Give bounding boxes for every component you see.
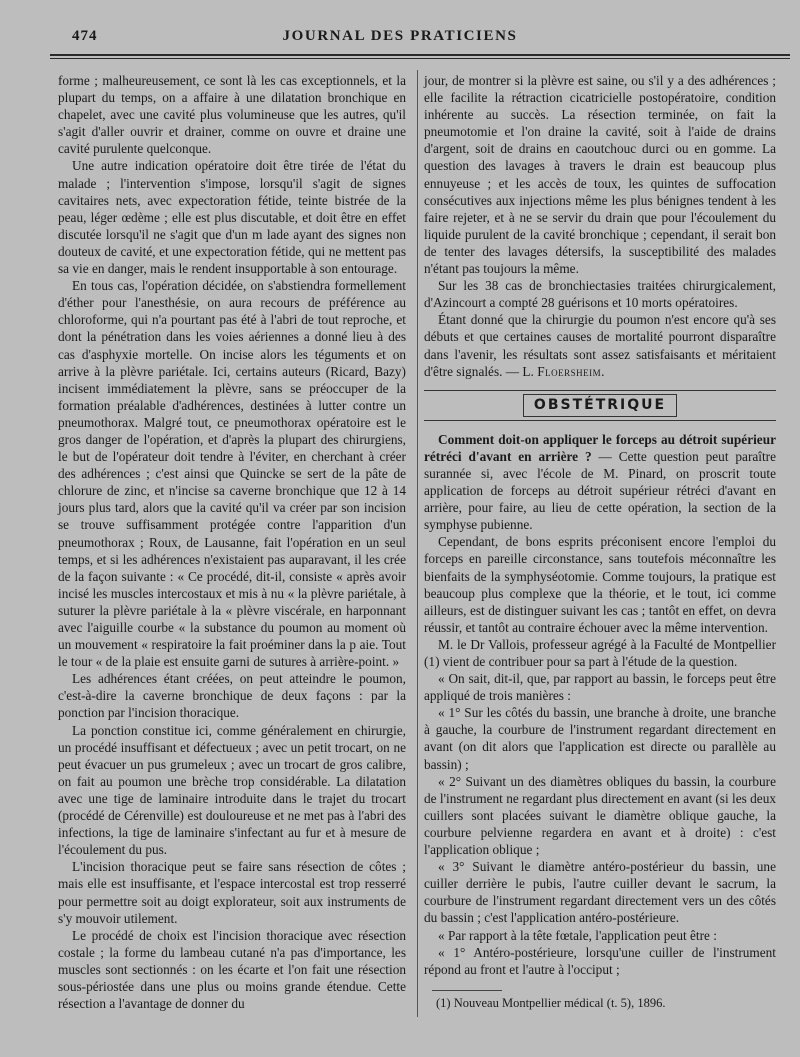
paragraph: « 3° Suivant le diamètre antéro-postérieur du bassin, une cuiller derrière le pubis, l'autre cuiller devant le sacrum, la courbure de l'instrument regardant directement vers un des côtés du bassin ; c'est l'application antéro-postérieure. (424, 859, 776, 926)
paragraph: Les adhérences étant créées, on peut atteindre le poumon, c'est-à-dire la caverne bronchique de deux façons : par la ponction par l'incision thoracique. (58, 671, 406, 721)
footnote: (1) Nouveau Montpellier médical (t. 5), 1896. (436, 996, 666, 1010)
paragraph: « 1° Antéro-postérieure, lorsqu'une cuiller de l'instrument répond au front et l'autre à l'occiput ; (424, 944, 776, 977)
header-rule-thin (50, 58, 790, 59)
paragraph: M. le Dr Vallois, professeur agrégé à la Faculté de Montpellier (1) vient de contribuer pour sa part à l'étude de la question. (424, 636, 776, 669)
paragraph-text: Étant donné que la chirurgie du poumon n'est encore qu'à ses débuts et que certaines causes de mortalité pourront disparaître dans l'avenir, les résultats sont assez satisfaisants et méritaient d'être signalés. — L. (424, 312, 776, 379)
paragraph: jour, de montrer si la plèvre est saine, ou s'il y a des adhérences ; elle facilite la rétraction cicatricielle postopératoire, condition inhérente au succès. La résection terminée, on fait la pneumotomie et l'on draine la cavité, soit à l'aide de drains d'argent, soit de drains en caoutchouc durci ou en gomme. La question des lavages à travers le drain est beaucoup plus ennuyeuse ; et les accès de toux, les quintes de suffocation consécutives aux injections même les plus bénignes tendent à les faire rejeter, et à ne se servir du drain que pour l'écoulement du liquide purulent de la cavité bronchique ; cependant, il serait bon de tenter des lavages détersifs, la susceptibilité des malades n'étant pas toujours la même. (424, 73, 776, 277)
paragraph: forme ; malheureusement, ce sont là les cas exceptionnels, et la plupart du temps, on a affaire à une dilatation bronchique en chapelet, avec une cavité plus volumineuse que les autres, qu'il s'agit d'aller ouvrir et drainer, comme on ouvre et draine une cavité purulente quelconque. (58, 73, 406, 157)
journal-title: JOURNAL DES PRATICIENS (282, 28, 518, 44)
page-number: 474 (72, 28, 98, 44)
lead-title: Comment doit-on appliquer le forceps au détroit supérieur rétréci d'avant en arrière ? (424, 431, 776, 464)
right-column (424, 72, 776, 978)
lead-text: — Cette question peut paraître surannée si, avec l'école de M. Pinard, on proscrit toute application de forceps au détroit supérieur rétréci d'avant en arrière, pour faire, au lieu de cette opération, la section de la symphyse pubienne. (424, 448, 777, 533)
paragraph: Cependant, de bons esprits préconisent encore l'emploi du forceps en pareille circonstance, sans toutefois méconnaître les bienfaits de la symphyséotomie. Comme toujours, la pratique est beaucoup plus complexe que la théorie, et le tout, ici comme ailleurs, est de distinguer suivant les cas ; tantôt en effet, on devra réussir, et tantôt au contraire échouer avec la même intervention. (424, 534, 776, 635)
column-divider (417, 70, 418, 1017)
lead-paragraph (424, 431, 776, 534)
paragraph: « 2° Suivant un des diamètres obliques du bassin, la courbure de l'instrument ne regardant plus directement en avant (si les deux cuillers sont placées suivant le diamètre oblique gauche, la courbure pelvienne regardera en avant et à droite) : c'est l'application oblique ; (424, 773, 776, 858)
paragraph: « 1° Sur les côtés du bassin, une branche à droite, une branche à gauche, la courbure de l'instrument regardant directement en avant (on dit alors que l'application est directe ou parallèle au bassin) ; (424, 705, 776, 772)
paragraph: Sur les 38 cas de bronchiectasies traitées chirurgicalement, d'Azincourt a compté 28 guérisons et 10 morts opératoires. (424, 278, 776, 311)
section-title: OBSTÉTRIQUE (523, 394, 677, 417)
section-header (424, 390, 776, 421)
paragraph: La ponction constitue ici, comme généralement en chirurgie, un procédé insuffisant et défectueux ; avec un petit trocart, on ne peut évacuer un pus grumeleux ; avec un trocart de gros calibre, on fait au poumon une brèche trop considérable. La dilatation avec une tige de laminaire introduite dans le trajet du trocart (procédé de Cérenville) est douloureuse et ne met pas à l'abri des infections, la tige de laminaire s'infectant au fur et à mesure de l'écoulement du pus. (58, 722, 406, 858)
paragraph: En tous cas, l'opération décidée, on s'abstiendra formellement d'éther pour l'anesthésie, on aura recours de préférence au chloroforme, qui n'a pourtant pas été à l'abri de tout reproche, et dont la pénétration dans les voies aériennes a donné lieu à des cas d'asphyxie mortelle. On incise alors les téguments et on arrive à la plèvre pariétale. Ici, certains auteurs (Ricard, Bazy) incisent immédiatement la plèvre, sans se préoccuper de la formation préalable d'adhérences, destinées à lutter contre un pneumothorax. Malgré tout, ce pneumothorax opératoire est le gros danger de l'opération, et d'après la plupart des chirurgiens, le but de l'opérateur doit tendre à l'éviter, en cherchant à créer des adhérences ; c'est ainsi que Quincke se sert de la pâte de chlorure de zinc, et n'incise sa caverne bronchique que 12 à 14 jours plus tard, alors que la cavité qu'il va créer par son incision se trouve suffisamment protégée contre l'apparition d'un pneumothorax ; Roux, de Lausanne, fait l'opération en un seul temps, et si les adhérences n'existaient pas auparavant, il les crée de la façon suivante : « Ce procédé, dit-il, consiste « après avoir incisé les muscles intercostaux et mis à nu « la plèvre pariétale, à suturer la plèvre pariétale à la « plèvre viscérale, en harponnant avec l'aiguille courbe « la substance du poumon au moment où un mouvement « respiratoire la fait proéminer dans la p aie. Tout le tour « de la plaie est ensuite garni de sutures à arrière-point. » (58, 278, 406, 670)
left-column (58, 72, 406, 1012)
paragraph: « On sait, dit-il, que, par rapport au bassin, le forceps peut être appliqué de trois manières : (424, 671, 776, 704)
paragraph: Une autre indication opératoire doit être tirée de l'état du malade ; l'intervention s'impose, lorsqu'il s'agit de signes cavitaires nets, avec expectoration fétide, teinte bistrée de la peau, léger œdème ; elle est plus discutable, et doit être en effet discutée lorsqu'il ne s'agit que d'un m lade ayant des signes non douteux de cavité, et une expectoration fétide, qui ne mettent pas sa vie en danger, mais le rendent insupportable à son entourage. (58, 158, 406, 277)
paragraph: L'incision thoracique peut se faire sans résection de côtes ; mais elle est insuffisante, et l'espace intercostal est trop resserré pour permettre soit au doigt explorateur, soit aux instruments de s'y mouvoir utilement. (58, 859, 406, 926)
paragraph: « Par rapport à la tête fœtale, l'application peut être : (438, 927, 717, 943)
paragraph: Le procédé de choix est l'incision thoracique avec résection costale ; la forme du lambeau cutané n'a pas d'importance, les muscles sont sectionnés : on les écarte et l'on fait une résection sous-périostée dans une plus ou moins grande étendue. Cette résection a l'avantage de donner du (58, 927, 406, 1012)
footnote-rule (432, 990, 502, 991)
header-rule (50, 54, 790, 56)
paragraph (424, 311, 776, 379)
author-signature: Floersheim. (537, 363, 605, 379)
